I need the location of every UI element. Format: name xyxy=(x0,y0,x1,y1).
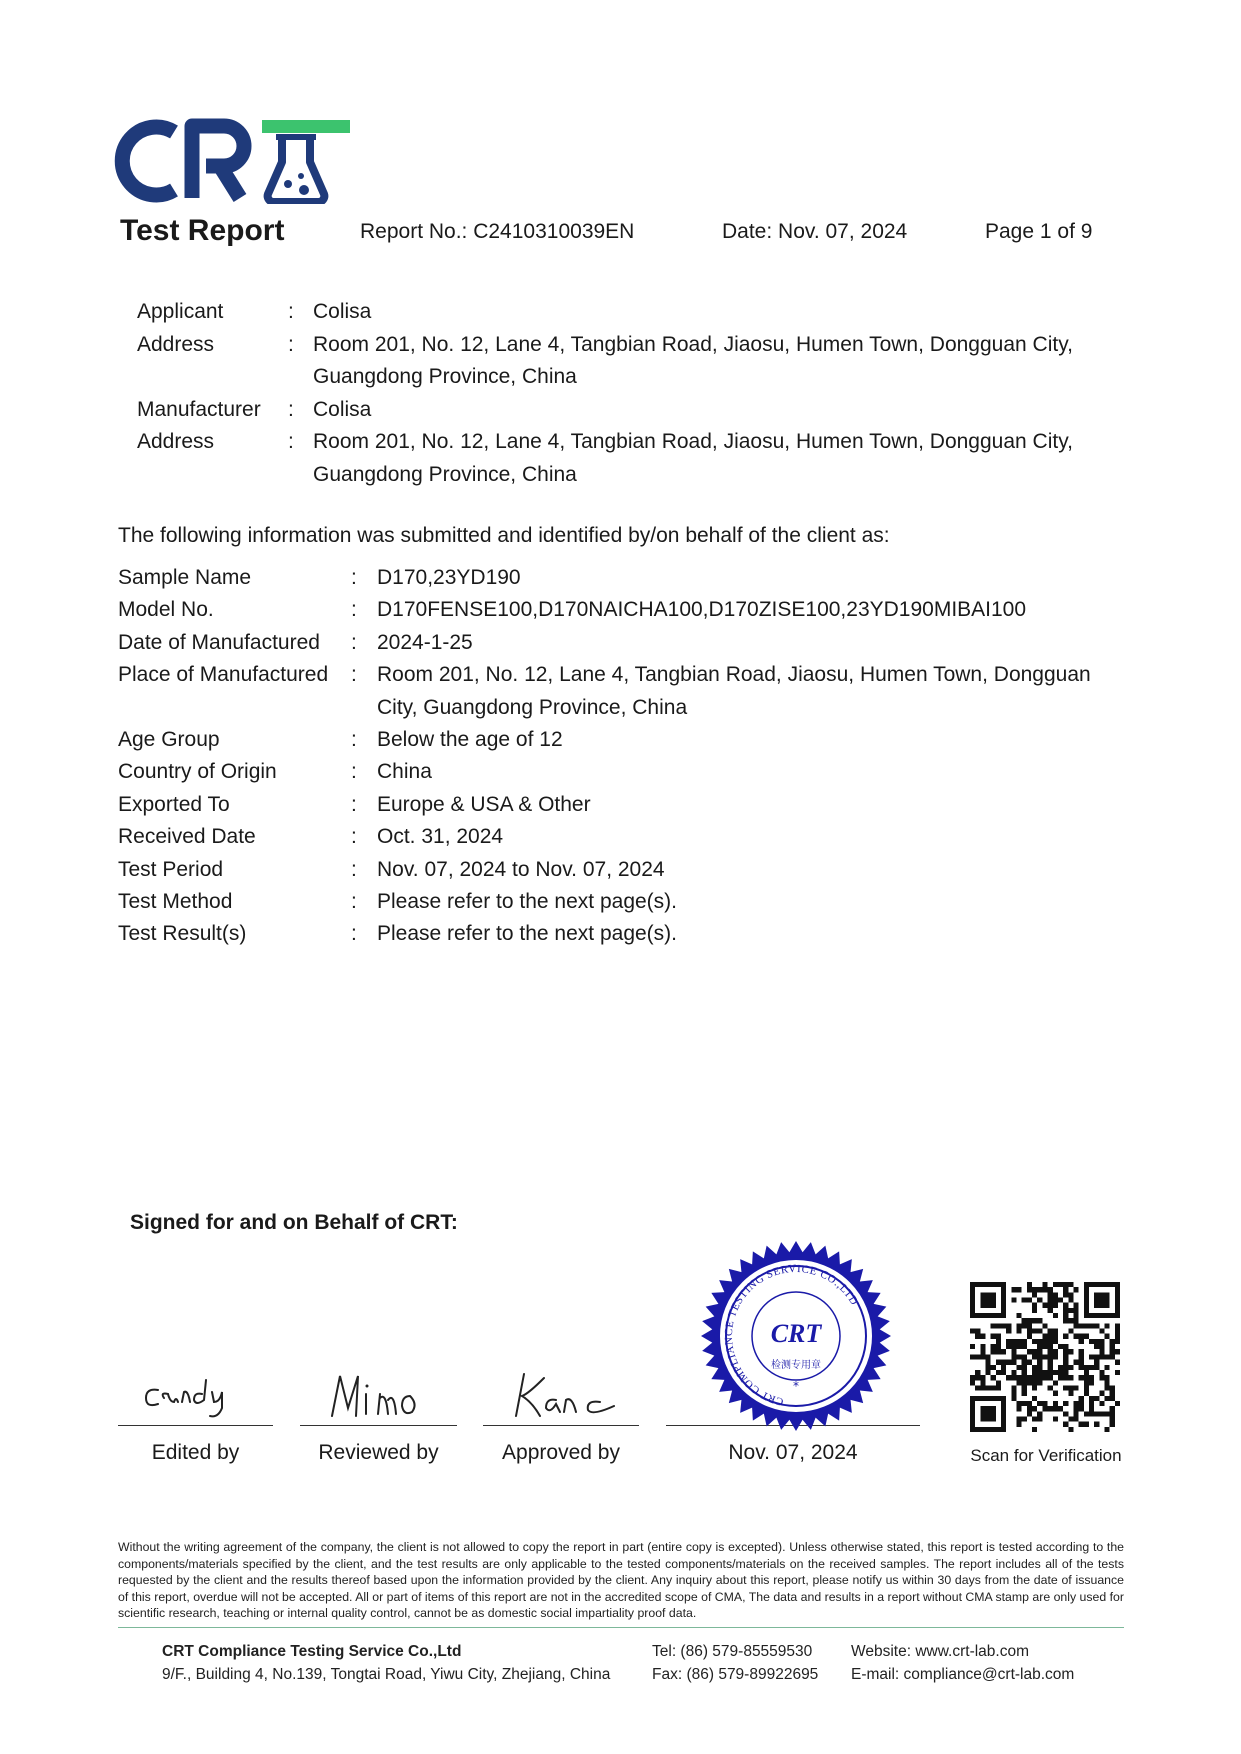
party-value: Colisa xyxy=(313,300,372,323)
party-colon: : xyxy=(288,430,294,453)
svg-text:检测专用章: 检测专用章 xyxy=(771,1360,821,1371)
sample-info-colon: : xyxy=(351,760,357,784)
footer-company: CRT Compliance Testing Service Co.,Ltd xyxy=(162,1643,462,1660)
sample-info-value: Please refer to the next page(s). xyxy=(377,922,677,946)
report-number: Report No.: C2410310039EN xyxy=(360,220,635,243)
signature-line-edited xyxy=(118,1425,273,1426)
disclaimer-text: Without the writing agreement of the company, the client is not allowed to copy the report in part (entire copy is excepted). Unless otherwise stated, this report is tested according to the components/materials specified by the client, and the test results are only applicable to the tested components/materials on the received samples. The report includes all of the tests requested by the client and the results thereof based upon the information provided by the client. Any inquiry about this report, please notify us within 30 days from the date of issuance of this report, overdue will not be accepted. All or part of items of this report are not in the accredited scope of CMA, The data and results in a report without CMA stamp are only used for scientific research, teaching or internal quality control, cannot be as domestic social impartiality proof data. xyxy=(118,1540,1124,1621)
signature-candy xyxy=(140,1362,250,1422)
crt-logo xyxy=(112,118,352,204)
party-value: Room 201, No. 12, Lane 4, Tangbian Road, Jiaosu, Humen Town, Dongguan City, xyxy=(313,430,1073,453)
sample-info-colon: : xyxy=(351,792,357,816)
footer-address: 9/F., Building 4, No.139, Tongtai Road, Yiwu City, Zhejiang, China xyxy=(162,1666,611,1683)
party-label: Address xyxy=(137,430,215,453)
sample-info-colon: : xyxy=(351,890,357,913)
signature-kane xyxy=(506,1368,626,1428)
footer-tel: Tel: (86) 579-85559530 xyxy=(652,1643,813,1660)
sample-info-label: Place of Manufactured xyxy=(118,663,329,687)
sample-info-label: Test Result(s) xyxy=(118,922,247,946)
intro-text: The following information was submitted and identified by/on behalf of the client as: xyxy=(118,524,890,547)
sample-info-label: Sample Name xyxy=(118,566,252,589)
sample-info-label: Received Date xyxy=(118,825,256,849)
sample-info-value: City, Guangdong Province, China xyxy=(377,695,688,719)
party-value: Guangdong Province, China xyxy=(313,462,577,486)
footer-company-block xyxy=(162,1640,610,1686)
sample-info-value: Europe & USA & Other xyxy=(377,792,591,816)
sample-info-label: Exported To xyxy=(118,792,230,816)
sample-info-colon: : xyxy=(351,598,357,622)
sample-info-colon: : xyxy=(351,922,357,946)
sample-info-value: Room 201, No. 12, Lane 4, Tangbian Road, Jiaosu, Humen Town, Dongguan xyxy=(377,663,1091,687)
sample-info-label: Model No. xyxy=(118,598,214,622)
footer-website[interactable]: Website: www.crt-lab.com xyxy=(851,1643,1030,1660)
party-colon: : xyxy=(288,300,294,323)
party-value: Guangdong Province, China xyxy=(313,365,577,388)
verification-qr-code[interactable] xyxy=(970,1282,1120,1432)
footer-divider xyxy=(118,1627,1124,1628)
sample-info-value: Below the age of 12 xyxy=(377,728,563,751)
footer-email[interactable]: E-mail: compliance@crt-lab.com xyxy=(851,1666,1075,1683)
company-seal xyxy=(700,1240,892,1432)
party-colon: : xyxy=(288,397,294,421)
sample-info-value: D170,23YD190 xyxy=(377,566,521,589)
sample-info-colon: : xyxy=(351,825,357,849)
party-label: Manufacturer xyxy=(137,397,261,421)
sample-info-value: 2024-1-25 xyxy=(377,630,473,654)
sample-info-label: Country of Origin xyxy=(118,760,277,784)
party-label: Address xyxy=(137,332,215,356)
page-indicator: Page 1 of 9 xyxy=(985,220,1093,243)
signed-heading: Signed for and on Behalf of CRT: xyxy=(130,1211,458,1234)
sample-info-label: Test Period xyxy=(118,857,224,881)
sample-info-label: Test Method xyxy=(118,890,233,913)
sample-info-value: Nov. 07, 2024 to Nov. 07, 2024 xyxy=(377,857,665,881)
sample-info-value: China xyxy=(377,760,432,784)
signature-line-reviewed xyxy=(300,1425,457,1426)
reviewed-by-label: Reviewed by xyxy=(318,1441,439,1464)
party-colon: : xyxy=(288,332,294,356)
footer-fax: Fax: (86) 579-89922695 xyxy=(652,1666,819,1683)
party-label: Applicant xyxy=(137,300,224,323)
sample-info-label: Age Group xyxy=(118,728,220,751)
sample-info-colon: : xyxy=(351,566,357,589)
sample-info-colon: : xyxy=(351,728,357,751)
approved-by-label: Approved by xyxy=(502,1441,620,1464)
footer-phone-block xyxy=(652,1640,818,1686)
svg-text:*: * xyxy=(793,1379,799,1393)
signature-line-approved xyxy=(483,1425,639,1426)
edited-by-label: Edited by xyxy=(151,1441,240,1464)
signature-mimo xyxy=(326,1368,436,1428)
sample-info-label: Date of Manufactured xyxy=(118,630,320,654)
party-value: Colisa xyxy=(313,397,372,421)
sample-info-value: Please refer to the next page(s). xyxy=(377,890,677,913)
svg-text:CRT: CRT xyxy=(770,1319,822,1348)
sample-info-colon: : xyxy=(351,663,357,687)
sample-info-value: Oct. 31, 2024 xyxy=(377,825,504,849)
svg-text:CRT COMPLIANCE TESTING SERVICE: CRT COMPLIANCE TESTING SERVICE CO.,LTD xyxy=(722,1262,861,1408)
sample-info-value: D170FENSE100,D170NAICHA100,D170ZISE100,23YD190MIBAI100 xyxy=(377,598,1027,622)
report-date: Date: Nov. 07, 2024 xyxy=(722,220,908,243)
seal-date: Nov. 07, 2024 xyxy=(728,1441,858,1464)
footer-web-block xyxy=(851,1640,1074,1686)
report-title: Test Report xyxy=(120,214,285,247)
scan-verification-label: Scan for Verification xyxy=(970,1446,1122,1465)
party-value: Room 201, No. 12, Lane 4, Tangbian Road, Jiaosu, Humen Town, Dongguan City, xyxy=(313,332,1073,356)
sample-info-colon: : xyxy=(351,630,357,654)
sample-info-colon: : xyxy=(351,857,357,881)
